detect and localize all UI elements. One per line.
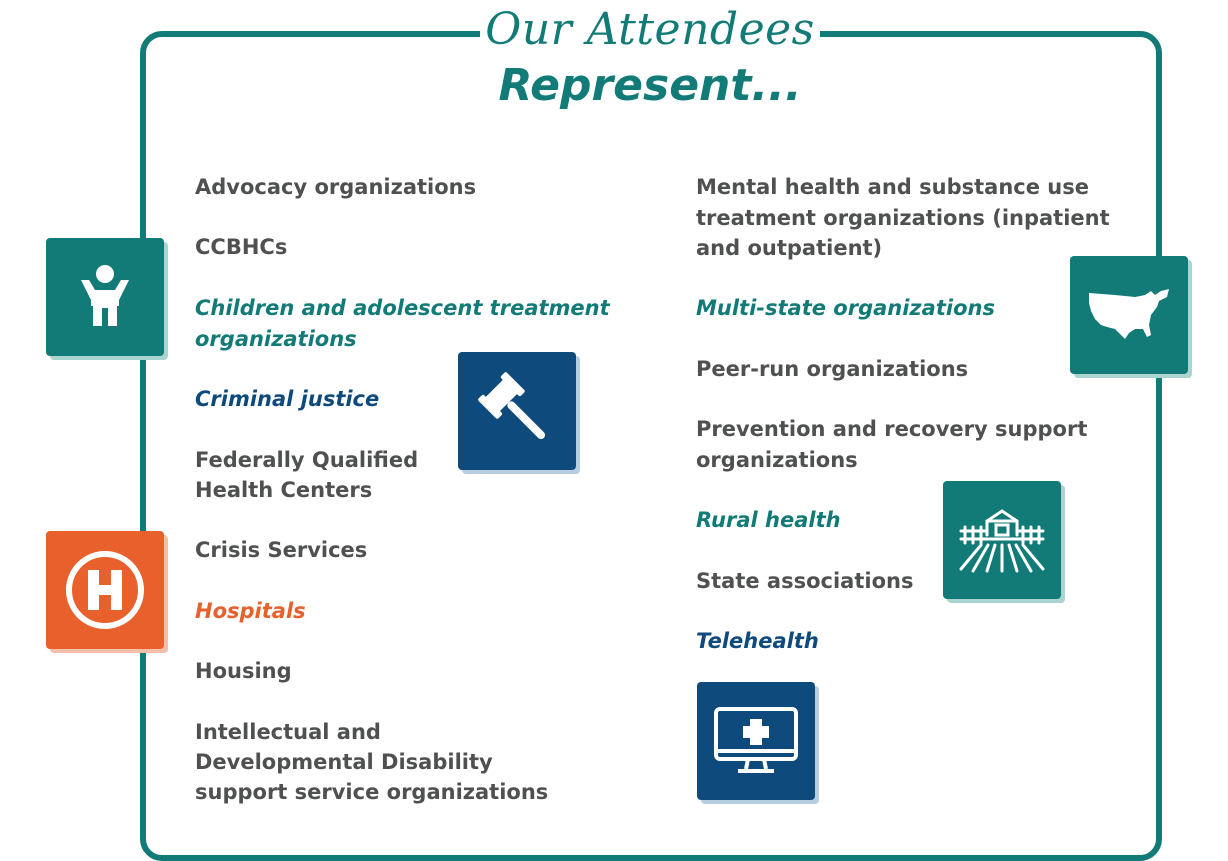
child-icon <box>46 238 164 356</box>
title-line-2: Represent... <box>498 60 802 111</box>
item-peer-run: Peer-run organizations <box>696 357 969 381</box>
item-fqhc-line1: Federally Qualified <box>195 448 419 472</box>
item-crisis-services: Crisis Services <box>195 538 368 562</box>
item-children-adolescent-line1: Children and adolescent treatment <box>195 296 610 320</box>
item-children-adolescent-line2: organizations <box>195 327 357 351</box>
item-criminal-justice: Criminal justice <box>195 387 380 411</box>
item-state-associations: State associations <box>696 569 914 593</box>
item-ccbhcs: CCBHCs <box>195 235 288 259</box>
item-multi-state: Multi-state organizations <box>696 296 995 320</box>
item-prevention-line2: organizations <box>696 448 858 472</box>
item-telehealth: Telehealth <box>696 629 819 653</box>
item-rural-health: Rural health <box>696 508 841 532</box>
hospital-icon <box>46 531 164 649</box>
item-mental-health-line2: treatment organizations (inpatient <box>696 206 1110 230</box>
title-block <box>480 2 820 114</box>
gavel-icon <box>458 352 576 470</box>
item-mental-health-line3: and outpatient) <box>696 236 883 260</box>
item-hospitals: Hospitals <box>195 599 306 623</box>
title-line-1: Our Attendees <box>485 4 815 55</box>
item-mental-health-line1: Mental health and substance use <box>696 175 1089 199</box>
item-advocacy-organizations: Advocacy organizations <box>195 175 477 199</box>
item-idd-line3: support service organizations <box>195 780 549 804</box>
item-fqhc-line2: Health Centers <box>195 478 373 502</box>
monitor-cross-icon <box>697 682 815 800</box>
item-prevention-line1: Prevention and recovery support <box>696 417 1088 441</box>
item-idd-line2: Developmental Disability <box>195 750 493 774</box>
usa-map-icon <box>1070 256 1188 374</box>
item-housing: Housing <box>195 659 292 683</box>
item-idd-line1: Intellectual and <box>195 720 381 744</box>
farm-icon <box>943 481 1061 599</box>
